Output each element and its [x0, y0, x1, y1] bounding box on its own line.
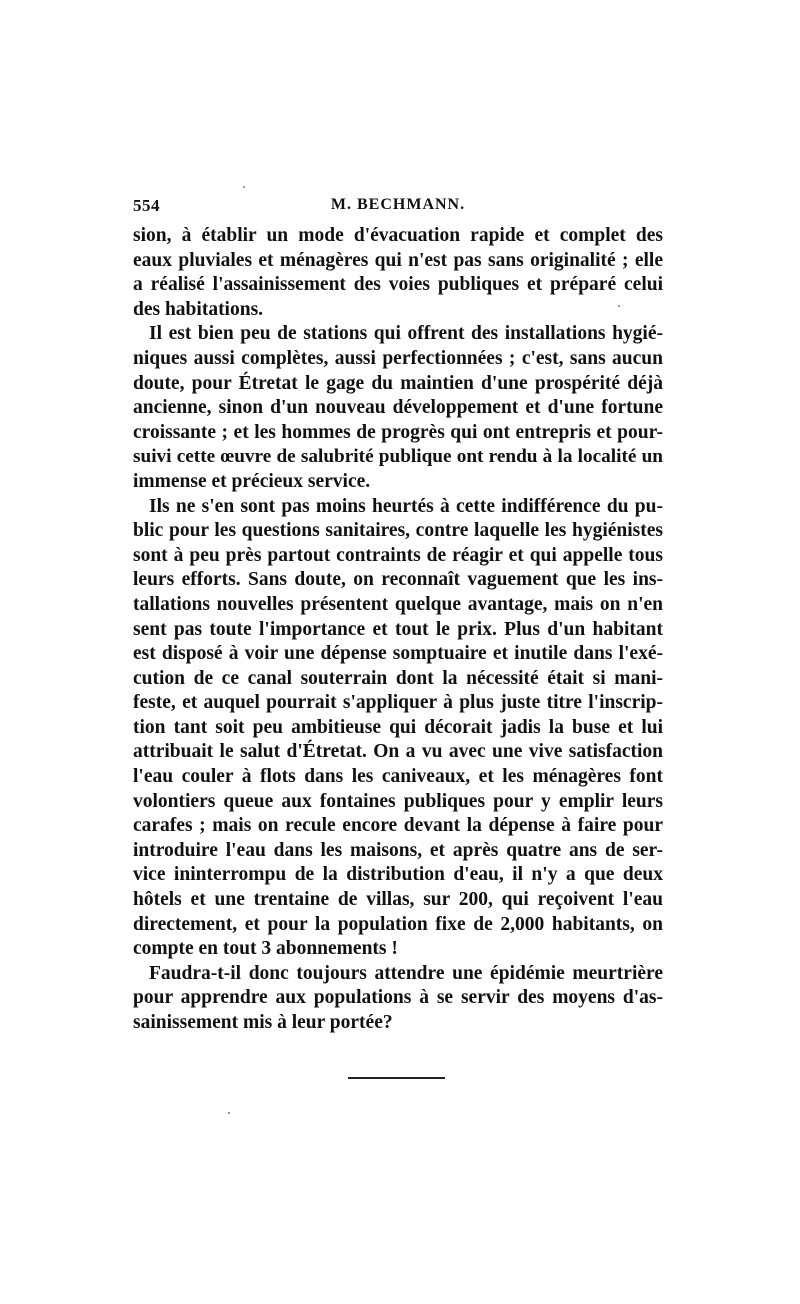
paragraph: [133, 322, 663, 494]
text-line: vice ininterrompu de la distribution d'eau, il n'y a que deux: [133, 864, 663, 886]
text-line: ancienne, sinon d'un nouveau développement et d'une fortune: [133, 397, 663, 419]
text-line: Faudra-t-il donc toujours attendre une épidémie meurtrière: [149, 962, 663, 984]
paragraph: [133, 224, 663, 322]
end-rule: [348, 1077, 445, 1079]
page-number: 554: [133, 196, 160, 215]
text-line: suivi cette œuvre de salubrité publique ont rendu à la localité un: [133, 446, 663, 468]
page-header: [133, 196, 663, 224]
text-line: sont à peu près partout contraints de réagir et qui appelle tous: [133, 544, 663, 566]
text-line: hôtels et une trentaine de villas, sur 200, qui reçoivent l'eau: [133, 889, 663, 911]
paper-speck: [618, 305, 620, 307]
text-line: sion, à établir un mode d'évacuation rapide et complet des: [133, 225, 663, 246]
paragraph: [133, 962, 663, 1036]
text-line: sainissement mis à leur portée?: [133, 1012, 393, 1033]
text-line: Ils ne s'en sont pas moins heurtés à cette indifférence du pu-: [149, 495, 663, 517]
text-line: eaux pluviales et ménagères qui n'est pas sans originalité ; elle: [133, 249, 663, 271]
text-line: Il est bien peu de stations qui offrent des installations hygié-: [149, 323, 663, 345]
paper-speck: [243, 186, 245, 188]
text-line: attribuait le salut d'Étretat. On a vu avec une vive satisfaction: [133, 741, 663, 763]
text-line: croissante ; et les hommes de progrès qui ont entrepris et pour-: [133, 421, 663, 443]
text-line: leurs efforts. Sans doute, on reconnaît vaguement que les ins-: [133, 569, 663, 591]
running-head: M. BECHMANN.: [330, 196, 466, 213]
text-line: des habitations.: [133, 298, 264, 320]
paper-speck: [228, 1112, 230, 1114]
body-text: [133, 224, 663, 1036]
text-line: pour apprendre aux populations à se servir des moyens d'as-: [133, 987, 663, 1009]
text-line: l'eau couler à flots dans les caniveaux, et les ménagères font: [133, 766, 663, 788]
text-line: tallations nouvelles présentent quelque avantage, mais on n'en: [133, 593, 663, 615]
text-line: carafes ; mais on recule encore devant la dépense à faire pour: [133, 815, 663, 837]
text-line: est disposé à voir une dépense somptuaire et inutile dans l'exé-: [133, 643, 663, 665]
text-line: a réalisé l'assainissement des voies publiques et préparé celui: [133, 274, 663, 296]
text-line: tion tant soit peu ambitieuse qui décorait jadis la buse et lui: [133, 716, 663, 738]
text-line: compte en tout 3 abonnements !: [133, 938, 398, 960]
text-line: sent pas toute l'importance et tout le prix. Plus d'un habitant: [133, 618, 663, 640]
text-line: volontiers queue aux fontaines publiques pour y emplir leurs: [133, 790, 663, 812]
text-line: cution de ce canal souterrain dont la nécessité était si mani-: [133, 667, 663, 689]
text-line: blic pour les questions sanitaires, contre laquelle les hygiénistes: [133, 520, 663, 542]
text-line: introduire l'eau dans les maisons, et après quatre ans de ser-: [133, 839, 663, 861]
paragraph: [133, 495, 663, 962]
text-line: feste, et auquel pourrait s'appliquer à plus juste titre l'inscrip-: [133, 692, 663, 714]
text-line: niques aussi complètes, aussi perfectionnées ; c'est, sans aucun: [133, 347, 663, 369]
text-line: directement, et pour la population fixe de 2,000 habitants, on: [133, 913, 663, 935]
text-line: immense et précieux service.: [133, 470, 371, 492]
text-line: doute, pour Étretat le gage du maintien d'une prospérité déjà: [133, 372, 663, 394]
